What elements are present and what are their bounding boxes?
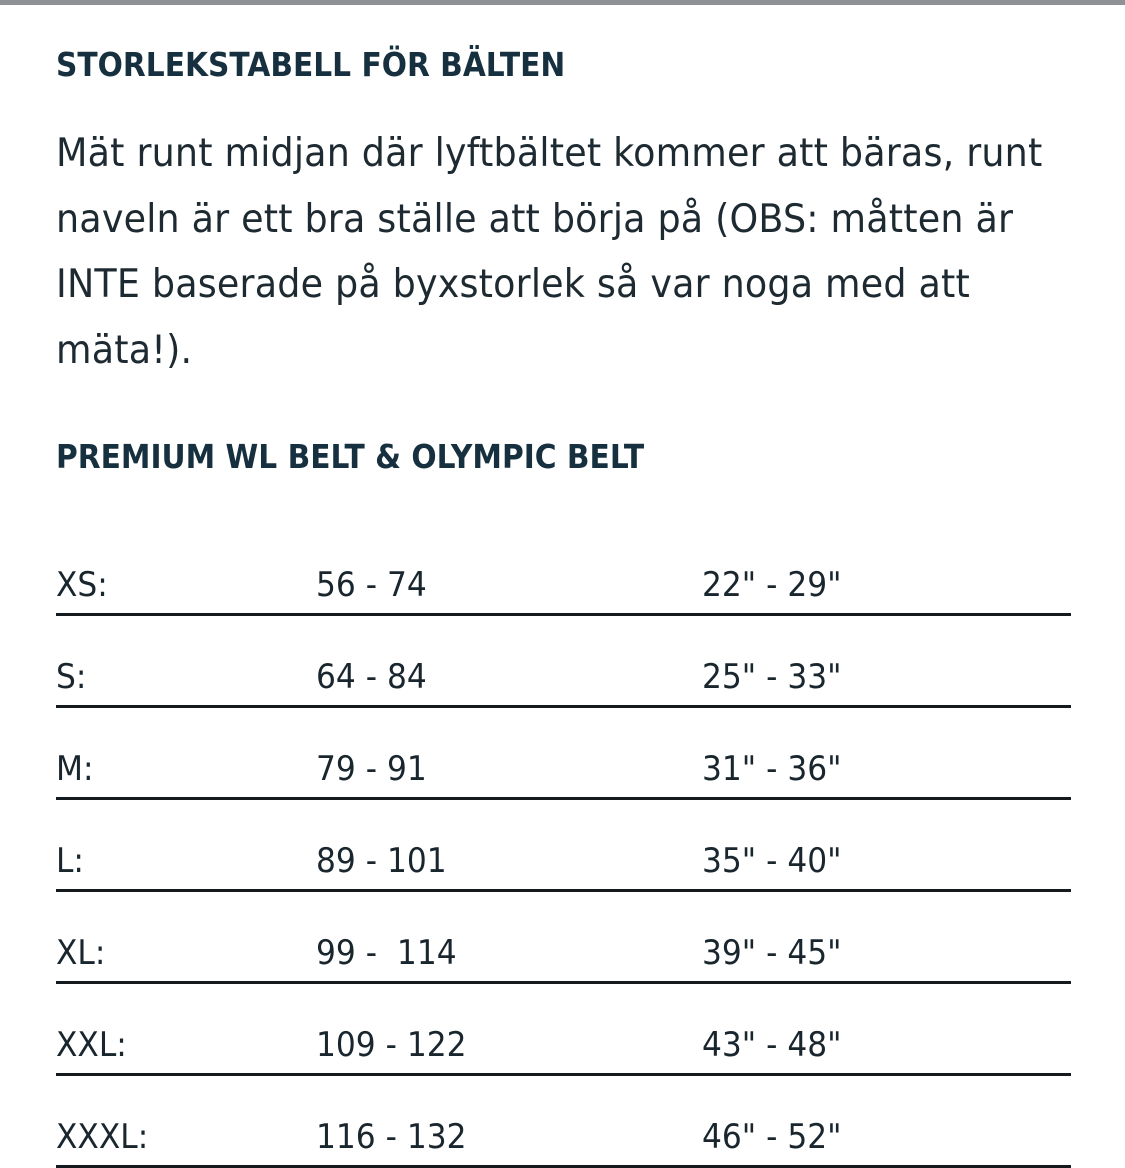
measuring-instructions: Mät runt midjan där lyftbältet kommer att bäras, runt naveln är ett bra ställe att börja på (OBS: måtten är INTE baserade på byxstorlek så var noga med att mäta!). <box>56 131 1043 373</box>
cm-range: 56 - 74 <box>316 565 427 605</box>
cm-range: 89 - 101 <box>316 841 447 881</box>
cm-range: 79 - 91 <box>316 749 427 789</box>
page-title: STORLEKSTABELL FÖR BÄLTEN <box>56 45 566 84</box>
table-row <box>56 892 1071 984</box>
table-row <box>56 524 1071 616</box>
belt-models-heading: PREMIUM WL BELT & OLYMPIC BELT <box>56 437 645 476</box>
size-table <box>56 524 1071 1168</box>
inch-range: 43" - 48" <box>702 1025 842 1065</box>
table-row <box>56 708 1071 800</box>
inch-range: 22" - 29" <box>702 565 842 605</box>
cm-range: 116 - 132 <box>316 1117 467 1157</box>
size-label: XL: <box>56 933 106 973</box>
inch-range: 39" - 45" <box>702 933 842 973</box>
cm-range: 109 - 122 <box>316 1025 467 1065</box>
inch-range: 46" - 52" <box>702 1117 842 1157</box>
table-row <box>56 984 1071 1076</box>
cm-range: 64 - 84 <box>316 657 427 697</box>
size-label: S: <box>56 657 87 697</box>
table-row <box>56 800 1071 892</box>
table-row <box>56 616 1071 708</box>
inch-range: 25" - 33" <box>702 657 842 697</box>
size-label: XXXL: <box>56 1117 149 1157</box>
size-label: M: <box>56 749 94 789</box>
inch-range: 31" - 36" <box>702 749 842 789</box>
size-label: XS: <box>56 565 108 605</box>
size-label: L: <box>56 841 84 881</box>
inch-range: 35" - 40" <box>702 841 842 881</box>
table-row <box>56 1076 1071 1168</box>
cm-range: 99 - 114 <box>316 933 457 973</box>
size-label: XXL: <box>56 1025 127 1065</box>
top-divider <box>0 0 1125 5</box>
